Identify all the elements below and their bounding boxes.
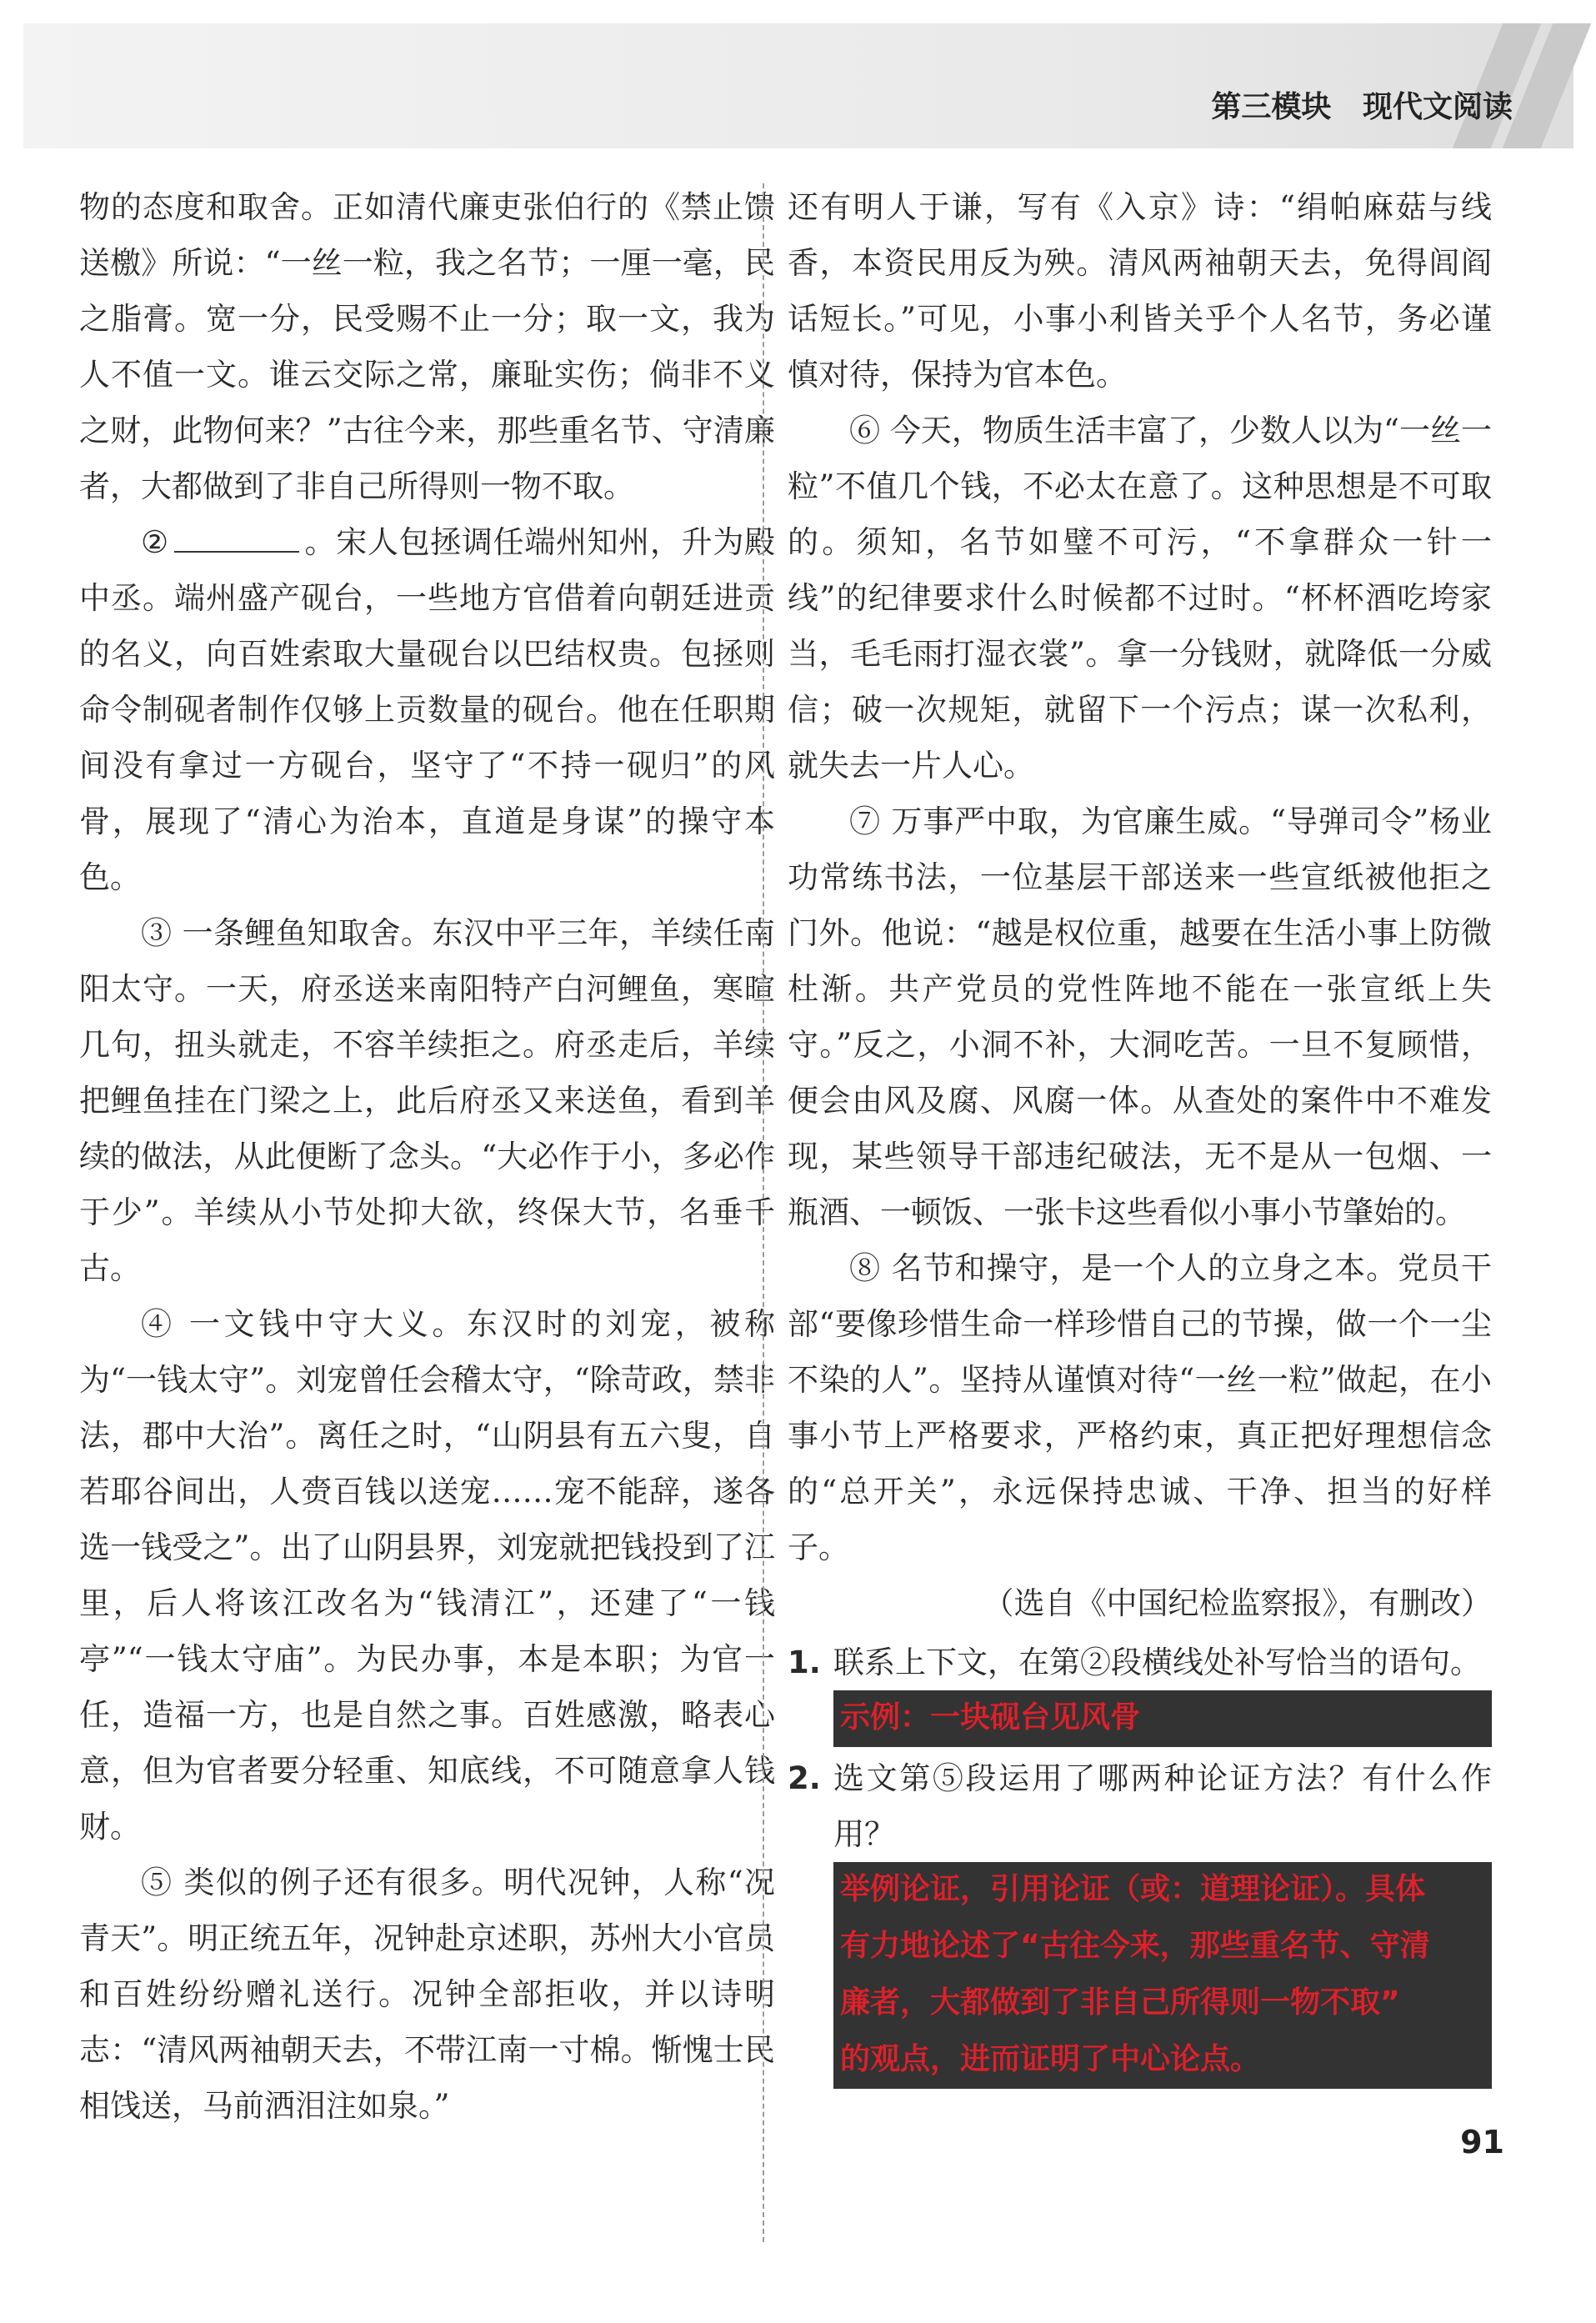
question-text: 联系上下文，在第②段横线处补写恰当的语句。: [833, 1645, 1481, 1680]
question-1: [788, 1635, 1492, 1690]
paragraph: ⑤ 类似的例子还有很多。明代况钟，人称“况青天”。明正统五年，况钟赴京述职，苏州大小官员和百姓纷纷赠礼送行。况钟全部拒收，并以诗明志：“清风两袖朝天去，不带江南一寸棉。惭愧士民相饯送，马前洒泪注如泉。”: [79, 1865, 775, 2124]
page-number: 91: [1460, 2124, 1504, 2160]
module-label: 第三模块: [1211, 90, 1332, 124]
paragraph: ④ 一文钱中守大义。东汉时的刘宠，被称为“一钱太守”。刘宠曾任会稽太守，“除苛政，禁非法，郡中大治”。离任之时，“山阴县有五六叟，自若耶谷间出，人赍百钱以送宠……宠不能辞，遂各选一钱受之”。出了山阴县界，刘宠就把钱投到了江里，后人将该江改名为“钱清江”，还建了“一钱亭”“一钱太守庙”。为民办事，本是本职；为官一任，造福一方，也是自然之事。百姓感激，略表心意，但为官者要分轻重、知底线，不可随意拿人钱财。: [79, 1306, 775, 1845]
header-title: [1211, 83, 1513, 126]
answer-line: 示例：一块砚台见风骨: [833, 1690, 1492, 1747]
answer-1: [833, 1690, 1492, 1747]
paragraph: ⑥ 今天，物质生活丰富了，少数人以为“一丝一粒”不值几个钱，不必太在意了。这种思想是不可取的。须知，名节如璧不可污，“不拿群众一针一线”的纪律要求什么时候都不过时。“杯杯酒吃垮家当，毛毛雨打湿衣裳”。拿一分钱财，就降低一分威信；破一次规矩，就留下一个污点；谋一次私利，就失去一片人心。: [788, 413, 1492, 784]
column-divider: [763, 183, 764, 2242]
left-column: [79, 179, 775, 2134]
question-number: 1.: [788, 1645, 821, 1680]
answer-line: 的观点，进而证明了中心论点。: [833, 2032, 1492, 2089]
paragraph-2-text: 宋人包拯调任端州知州，升为殿中丞。端州盛产砚台，一些地方官借着向朝廷进贡的名义，向百姓索取大量砚台以巴结权贵。包拯则命令制砚者制作仅够上贡数量的砚台。他在任职期间没有拿过一方砚台，坚守了“不持一砚归”的风骨，展现了“清心为治本，直道是身谋”的操守本色。: [79, 524, 776, 895]
answer-2: [833, 1862, 1492, 2089]
answer-line: 举例论证，引用论证（或：道理论证）。具体: [833, 1862, 1492, 1919]
answer-line: 廉者，大都做到了非自己所得则一物不取”: [833, 1975, 1492, 2032]
paragraph: 还有明人于谦，写有《入京》诗：“绢帕麻菇与线香，本资民用反为殃。清风两袖朝天去，免得闾阎话短长。”可见，小事小利皆关乎个人名节，务必谨慎对待，保持为官本色。: [788, 189, 1492, 393]
right-column: [788, 179, 1492, 2089]
paragraph: 物的态度和取舍。正如清代廉吏张伯行的《禁止馈送檄》所说：“一丝一粒，我之名节；一厘一毫，民之脂膏。宽一分，民受赐不止一分；取一文，我为人不值一文。谁云交际之常，廉耻实伤；倘非不义之财，此物何来？”古往今来，那些重名节、守清廉者，大都做到了非自己所得则一物不取。: [79, 189, 775, 504]
paragraph-2: ② 。宋人包拯调任端州知州，升为殿中丞。端州盛产砚台，一些地方官借着向朝廷进贡的名义，向百姓索取大量砚台以巴结权贵。包拯则命令制砚者制作仅够上贡数量的砚台。他在任职期间没有拿过一方砚台，坚守了“不持一砚归”的风骨，展现了“清心为治本，直道是身谋”的操守本色。: [79, 514, 775, 905]
paragraph: ③ 一条鲤鱼知取舍。东汉中平三年，羊续任南阳太守。一天，府丞送来南阳特产白河鲤鱼，寒暄几句，扭头就走，不容羊续拒之。府丞走后，羊续把鲤鱼挂在门梁之上，此后府丞又来送鱼，看到羊续的做法，从此便断了念头。“大必作于小，多必作于少”。羊续从小节处抑大欲，终保大节，名垂千古。: [79, 915, 775, 1286]
paragraph: ⑧ 名节和操守，是一个人的立身之本。党员干部“要像珍惜生命一样珍惜自己的节操，做一个一尘不染的人”。坚持从谨慎对待“一丝一粒”做起，在小事小节上严格要求，严格约束，真正把好理想信念的“总开关”，永远保持忠诚、干净、担当的好样子。: [788, 1250, 1492, 1565]
fill-in-blank: [174, 521, 299, 553]
section-label: 现代文阅读: [1362, 90, 1513, 124]
answer-line: 有力地论述了“古往今来，那些重名节、守清: [833, 1919, 1492, 1975]
question-text: 选文第⑤段运用了哪两种论证方法？有什么作用？: [833, 1760, 1492, 1852]
source-citation: （选自《中国纪检监察报》，有删改）: [983, 1585, 1492, 1621]
question-2: [788, 1750, 1492, 1862]
paragraph: ⑦ 万事严中取，为官廉生威。“导弹司令”杨业功常练书法，一位基层干部送来一些宣纸被他拒之门外。他说：“越是权位重，越要在生活小事上防微杜渐。共产党员的党性阵地不能在一张宣纸上失守。”反之，小洞不补，大洞吃苦。一旦不复顾惜，便会由风及腐、风腐一体。从查处的案件中不难发现，某些领导干部违纪破法，无不是从一包烟、一瓶酒、一顿饭、一张卡这些看似小事小节肇始的。: [788, 804, 1492, 1230]
question-number: 2.: [788, 1760, 821, 1796]
paragraph-number: ②: [141, 524, 169, 560]
